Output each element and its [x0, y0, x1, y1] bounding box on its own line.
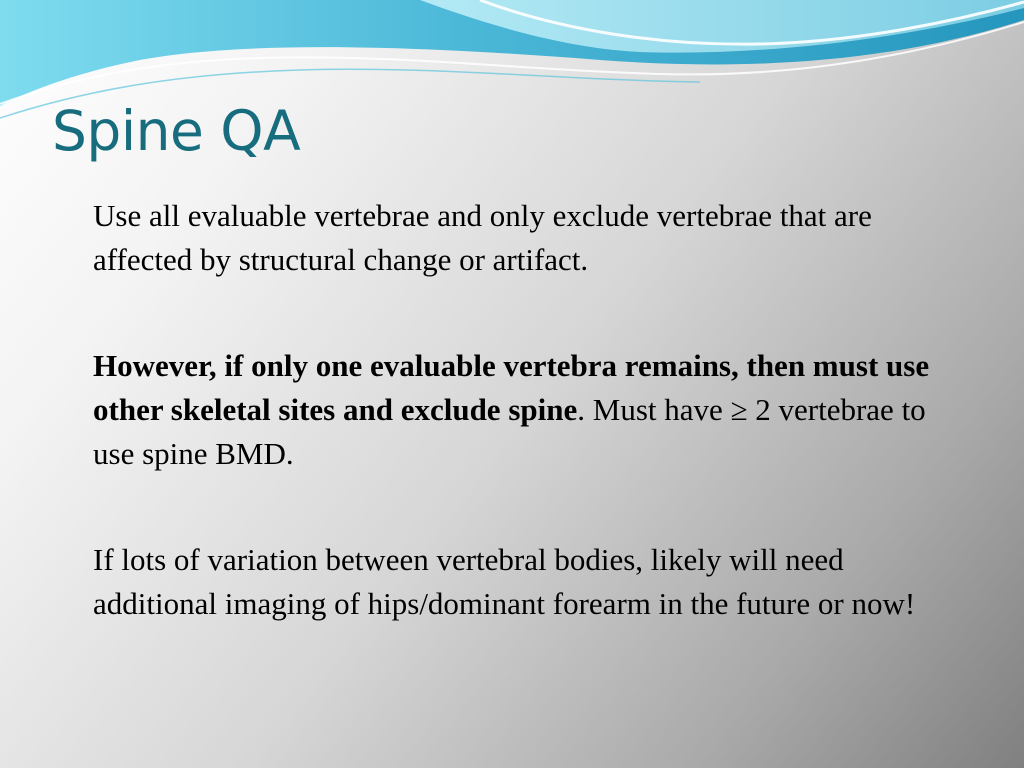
paragraph-bold-text: However, if only one evaluable vertebra remains, then must use other skeletal sites and exclude spine	[93, 348, 930, 427]
paragraph-regular-text: . Must have ≥ 2 vertebrae to use spine BMD.	[93, 392, 926, 471]
paragraph-one-vertebra-rule	[93, 344, 973, 476]
paragraph-variation-note: If lots of variation between vertebral bodies, likely will need additional imaging of hips/dominant forearm in the future or now!	[93, 542, 916, 621]
slide-body	[93, 194, 973, 626]
slide-title: Spine QA	[52, 99, 301, 163]
paragraph-evaluable-vertebrae: Use all evaluable vertebrae and only exclude vertebrae that are affected by structural change or artifact.	[93, 198, 872, 277]
